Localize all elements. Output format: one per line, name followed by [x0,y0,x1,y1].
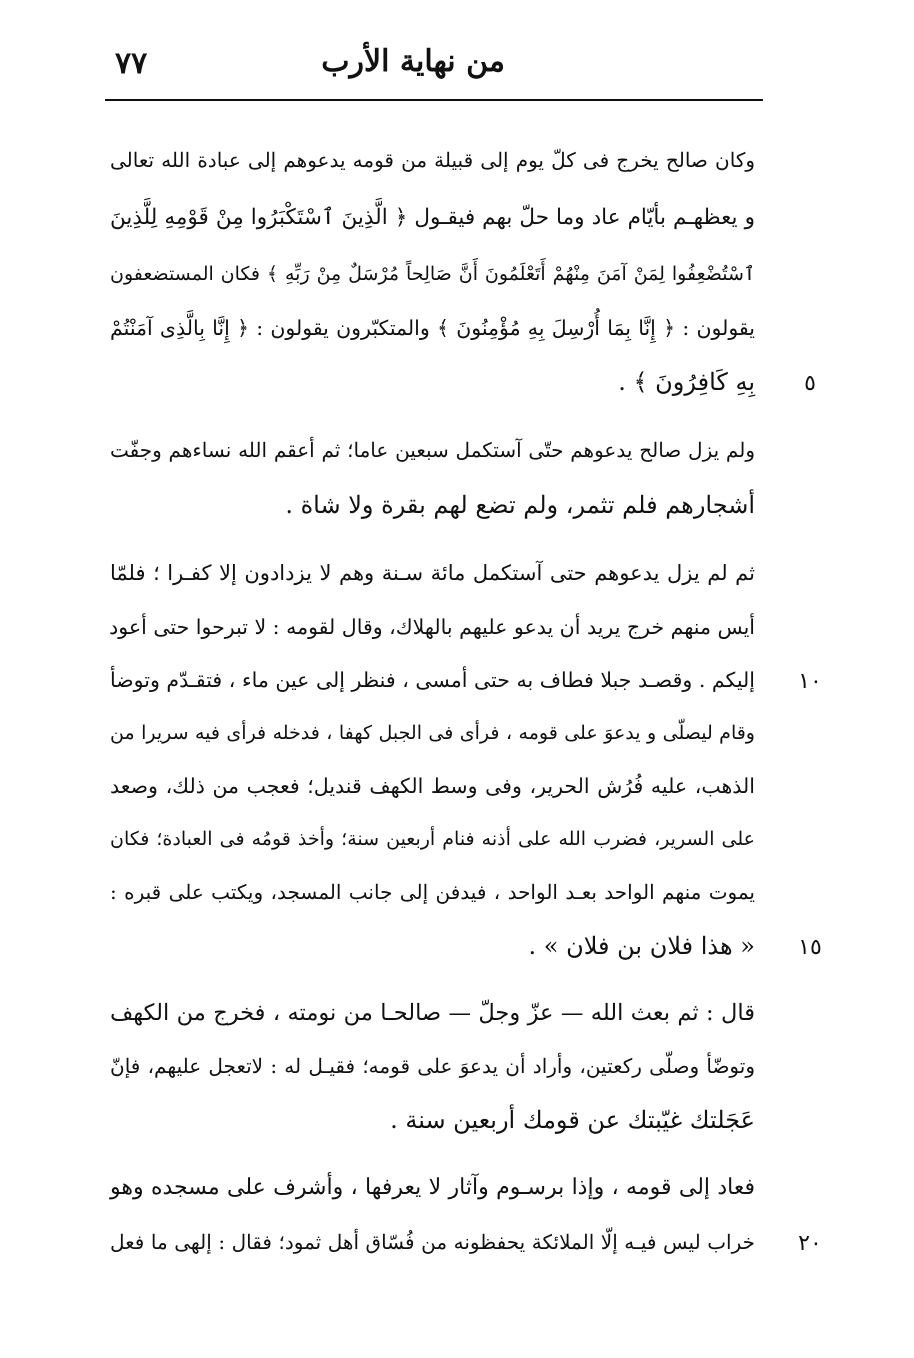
text-line: يموت منهم الواحد بعـد الواحد ، فيدفن إلى جانب المسجد، ويكتب على قبره : [110,880,755,904]
text-line: بِهِ كَافِرُونَ ﴾ . [618,368,755,396]
margin-line-number: ٥ [804,371,816,396]
text-line: وكان صالح يخرج فى كلّ يوم إلى قبيلة من قومه يدعوهم إلى عبادة الله تعالى [110,148,755,172]
text-line: ولم يزل صالح يدعوهم حتّى آستكمل سبعين عاما؛ ثم أعقم الله نساءهم وجفّت [110,438,755,462]
text-line: يقولون : ﴿ إِنَّا بِمَا أُرْسِلَ بِهِ مُؤْمِنُونَ ﴾ والمتكبّرون يقولون : ﴿ إِنَّا بِالَّذِى آمَنْتُمْ [110,316,755,340]
text-line: فعاد إلى قومه ، وإذا برسـوم وآثار لا يعرفها ، وأشرف على مسجده وهو [110,1175,755,1200]
text-line: على السرير، فضرب الله على أذنه فنام أربعين سنة؛ وأخذ قومُه فى العبادة؛ فكان [110,828,755,850]
text-line: خراب ليس فيـه إلّا الملائكة يحفظونه من فُسّاق أهل ثمود؛ فقال : إلهى ما فعل [110,1230,755,1254]
page-number: ٧٧ [115,46,148,81]
text-line: و يعظهـم بأيّام عاد وما حلّ بهم فيقـول ﴿ الَّذِينَ ٱسْتَكْبَرُوا مِنْ قَوْمِهِ لِلَّذِينَ [110,205,755,230]
text-line: عَجَلتك غيّبتك عن قومك أربعين سنة . [390,1106,755,1134]
text-line: قال : ثم بعث الله — عزّ وجلّ — صالحـا من نومته ، فخرج من الكهف [110,1000,755,1026]
text-line: ثم لم يزل يدعوهم حتى آستكمل مائة سـنة وهم لا يزدادون إلا كفـرا ؛ فلمّا [110,561,755,585]
text-line: أيس منهم خرج يريد أن يدعو عليهم بالهلاك، وقال لقومه : لا تبرحوا حتى أعود [109,615,755,639]
margin-line-number: ١٥ [798,935,822,960]
header-rule [105,99,763,101]
text-line: ٱسْتُضْعِفُوا لِمَنْ آمَنَ مِنْهُمْ أَتَعْلَمُونَ أَنَّ صَالِحاً مُرْسَلٌ مِنْ رَبِّهِ ﴾ فكان المستضعفون [110,263,755,285]
running-title: من نهاية الأرب [321,44,505,79]
text-line: أشجارهم فلم تثمر، ولم تضع لهم بقرة ولا شاة . [285,491,755,519]
text-line: وتوضّأ وصلّى ركعتين، وأراد أن يدعوَ على قومه؛ فقيـل له : لاتعجل عليهم، فإنّ [110,1054,755,1078]
text-line: إليكم . وقصـد جبلا فطاف به حتى أمسى ، فنظر إلى عين ماء ، فتقـدّم وتوضأ [110,668,755,692]
page-header [105,38,763,100]
margin-line-number: ٢٠ [798,1231,822,1256]
margin-line-number: ١٠ [798,669,822,694]
text-line: وقام ليصلّى و يدعوَ على قومه ، فرأى فى الجبل كهفا ، فدخله فرأى فيه سريرا من [110,722,755,744]
text-line: « هذا فلان بن فلان » . [528,932,755,960]
text-line: الذهب، عليه فُرُش الحرير، وفى وسط الكهف قنديل؛ فعجب من ذلك، وصعد [110,774,755,798]
